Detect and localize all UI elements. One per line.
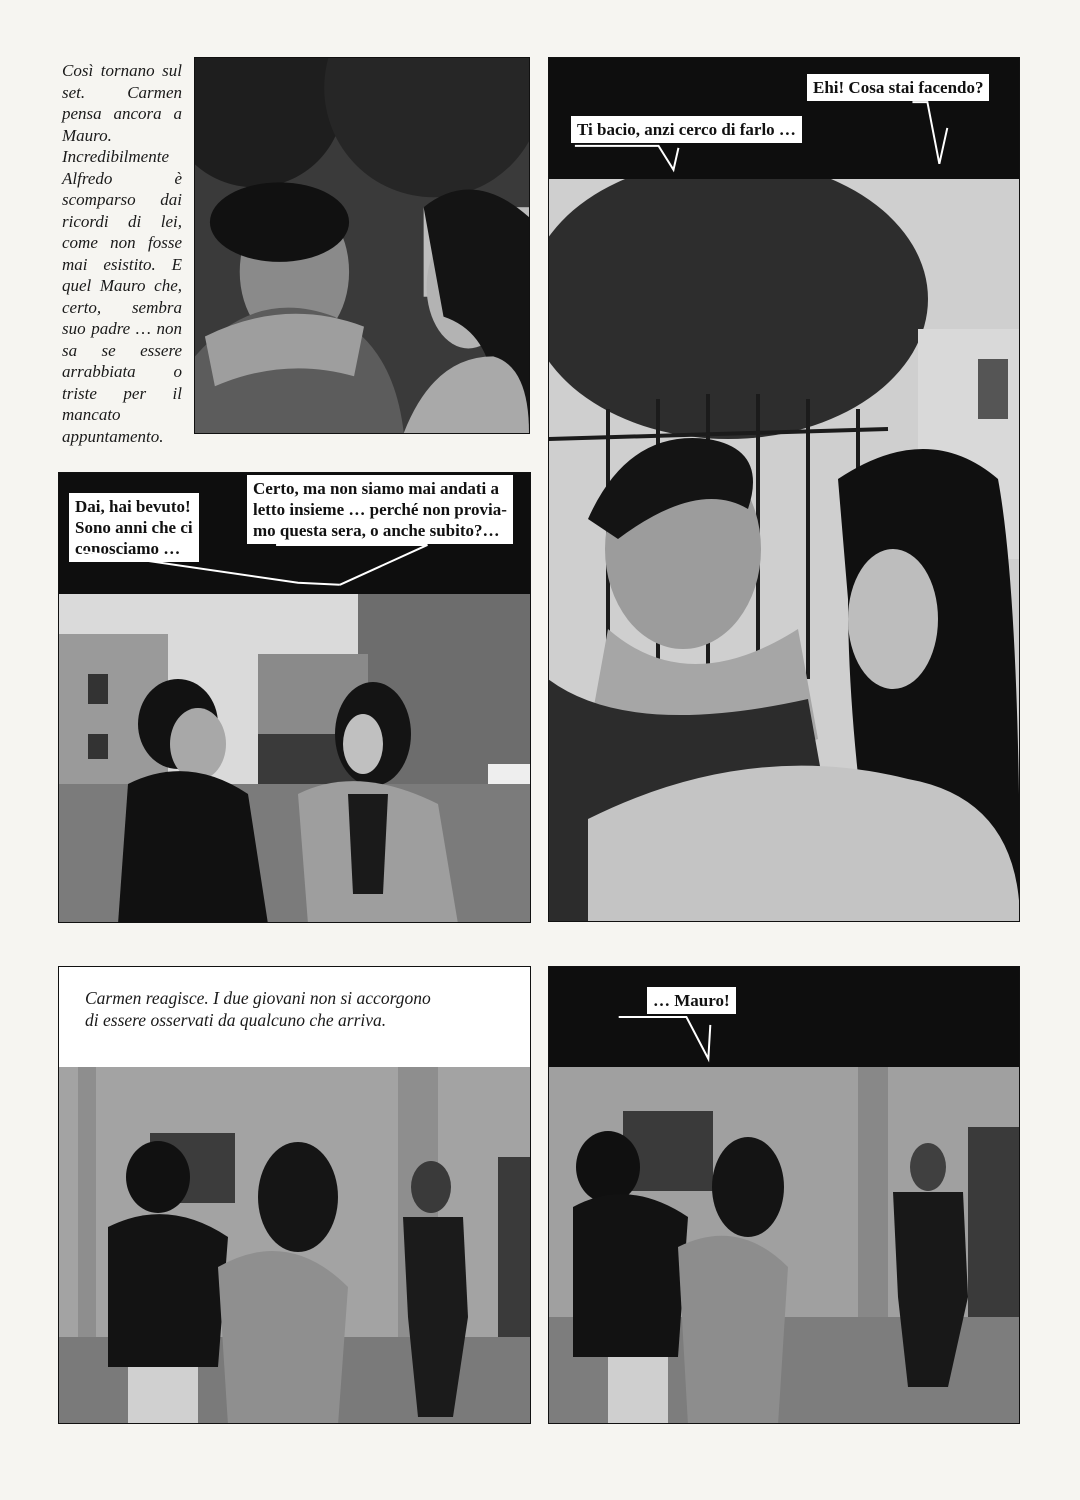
speech-bubble-right: Ehi! Cosa stai facendo? xyxy=(807,74,989,101)
photo-kiss xyxy=(548,179,1020,922)
photo-react-image xyxy=(58,1067,531,1424)
photo-couple-closeup-image xyxy=(195,58,529,433)
speech-bubble-right: Certo, ma non siamo mai andati a letto insieme … perché non provia- mo questa sera, o anche subito?… xyxy=(247,475,513,544)
narration-box xyxy=(59,967,530,1068)
photo-mauro-image xyxy=(548,1067,1020,1424)
panel-street xyxy=(58,472,531,923)
speech-pointer xyxy=(59,473,530,595)
photo-mauro xyxy=(548,1067,1020,1424)
speech-bubble-left: Dai, hai bevuto! Sono anni che ci conosciamo … xyxy=(69,493,199,562)
speech-bubble-left: Ti bacio, anzi cerco di farlo … xyxy=(571,116,802,143)
speech-pointer xyxy=(549,58,1019,180)
speech-band xyxy=(549,58,1019,180)
photo-couple-closeup xyxy=(194,57,530,434)
photo-react xyxy=(58,1067,531,1424)
panel-react xyxy=(58,966,531,1424)
speech-band xyxy=(59,473,530,595)
speech-bubble: … Mauro! xyxy=(647,987,736,1014)
side-caption: Così tornano sul set. Carmen pensa ancora a Mauro. Incredibilmente Alfredo è scomparso dai ricordi di lei, come non fosse mai esistito. E quel Mauro che, certo, sembra suo padre … non sa se essere arrabbiata o triste per il mancato appuntamento. xyxy=(62,61,182,446)
panel-mauro xyxy=(548,966,1020,1424)
photo-kiss-image xyxy=(548,179,1020,922)
photo-street-image xyxy=(58,594,531,923)
narration-text: Carmen reagisce. I due giovani non si accorgono di essere osservati da qualcuno che arriva. xyxy=(85,988,431,1030)
speech-band xyxy=(549,967,1019,1067)
photo-street xyxy=(58,594,531,923)
panel-kiss xyxy=(548,57,1020,922)
speech-pointer xyxy=(549,967,1019,1067)
